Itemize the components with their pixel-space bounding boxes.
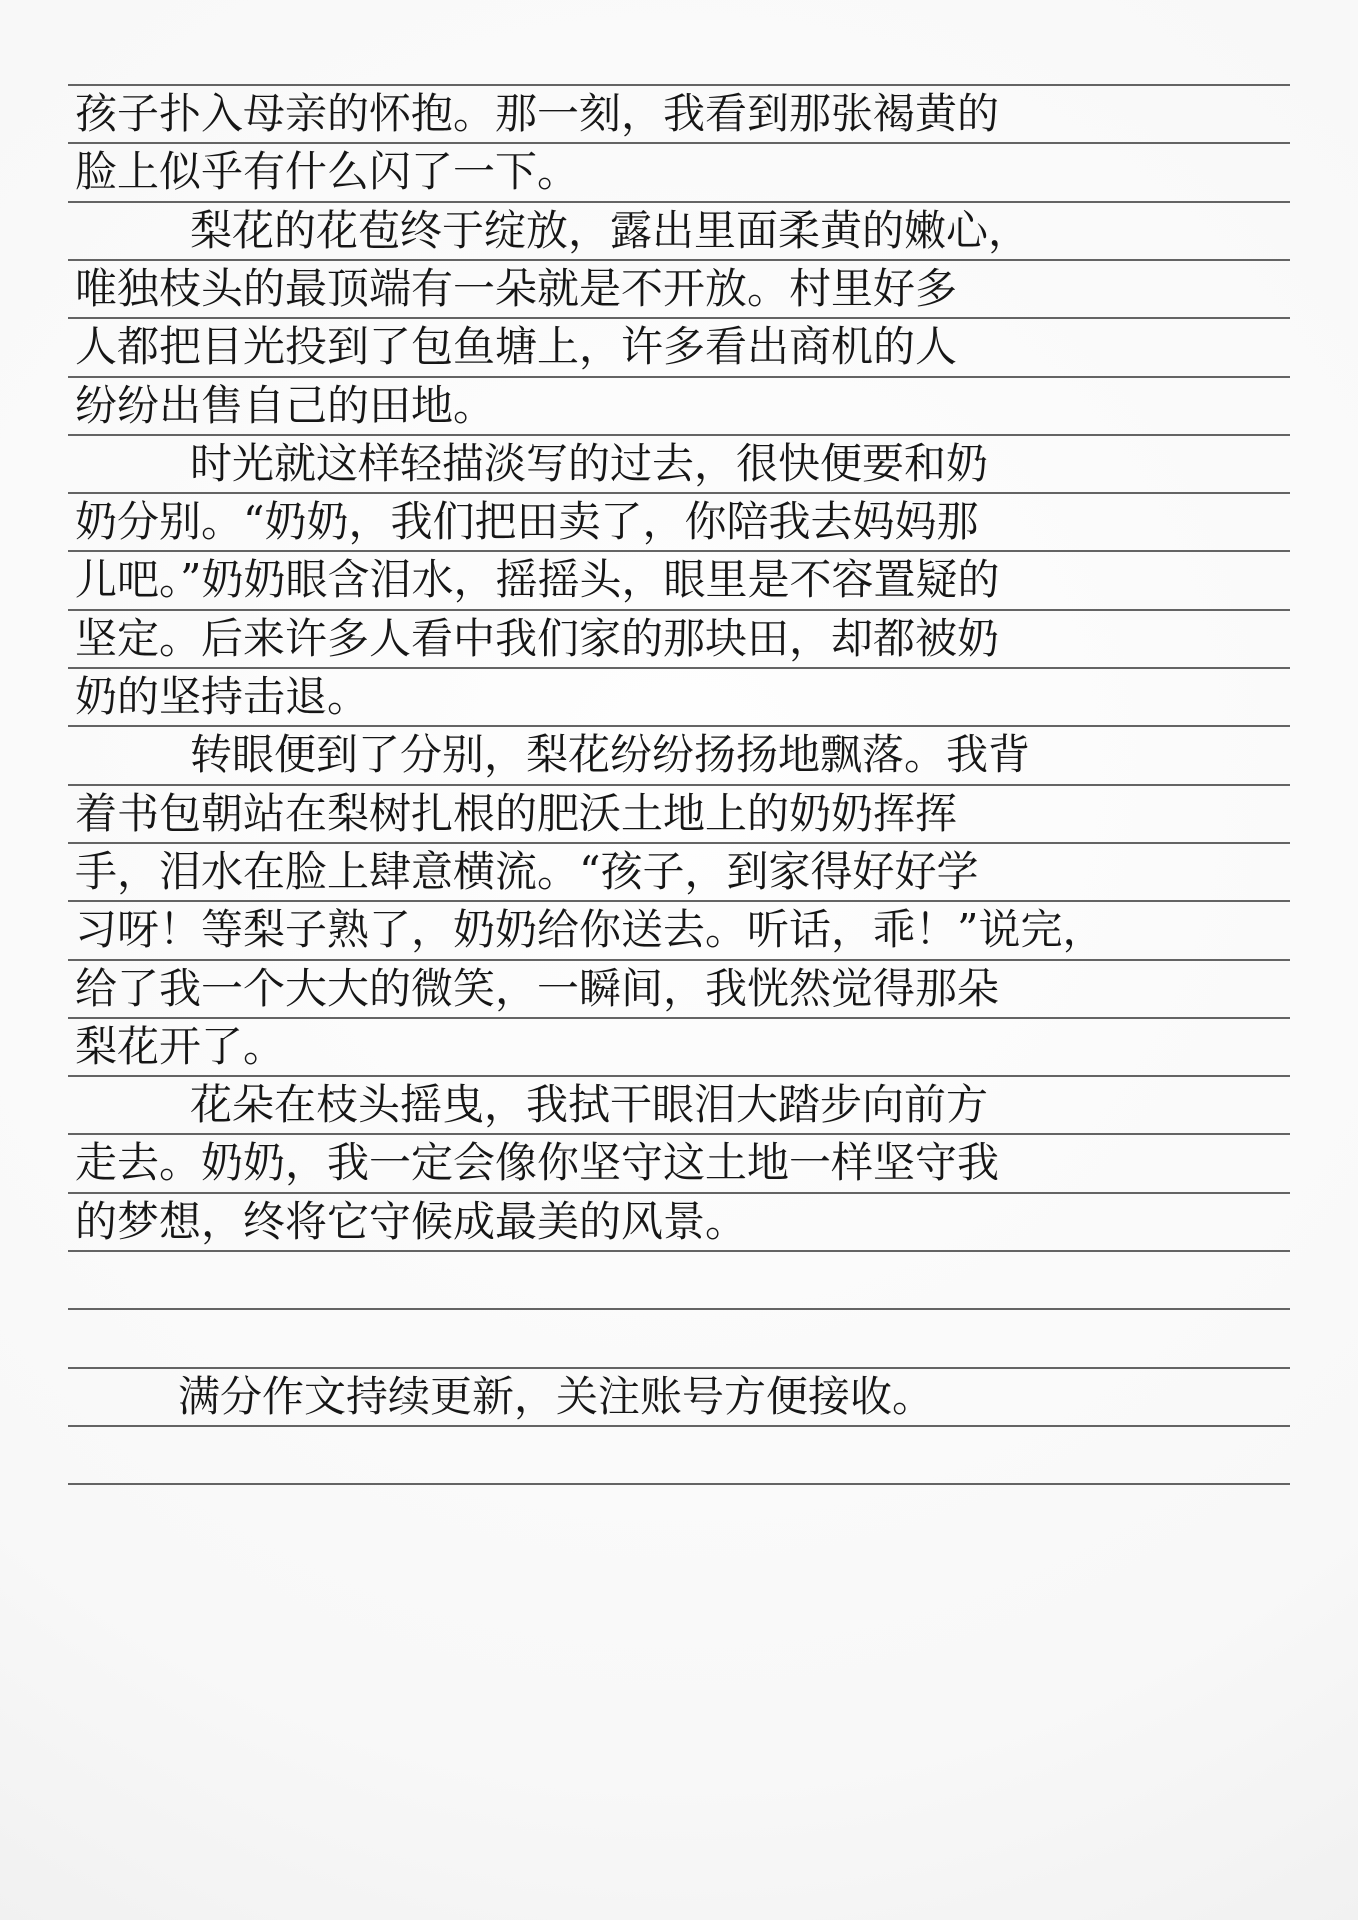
essay-line: 奶的坚持击退。 [75,672,370,721]
essay-line: 奶分别。“奶奶，我们把田卖了，你陪我去妈妈那 [75,497,979,546]
essay-line: 着书包朝站在梨树扎根的肥沃土地上的奶奶挥挥 [75,789,958,838]
essay-line: 的梦想，终将它守候成最美的风景。 [75,1197,748,1246]
essay-line: 唯独枝头的最顶端有一朵就是不开放。村里好多 [75,264,958,313]
essay-line: 坚定。后来许多人看中我们家的那块田，却都被奶 [75,614,1000,663]
essay-line: 儿吧。”奶奶眼含泪水，摇摇头，眼里是不容置疑的 [75,555,1000,604]
essay-line: 给了我一个大大的微笑，一瞬间，我恍然觉得那朵 [75,964,1000,1013]
essay-line: 花朵在枝头摇曳，我拭干眼泪大踏步向前方 [190,1080,989,1129]
essay-line: 梨花开了。 [75,1022,286,1071]
essay-line: 手，泪水在脸上肆意横流。“孩子，到家得好好学 [75,847,979,896]
essay-line: 梨花的花苞终于绽放，露出里面柔黄的嫩心， [190,206,1031,255]
essay-line [75,1250,1305,1310]
essay-line: 走去。奶奶，我一定会像你坚守这土地一样坚守我 [75,1138,1000,1187]
essay-line: 转眼便到了分别，梨花纷纷扬扬地飘落。我背 [190,730,1031,779]
bleed-through-marks [68,1834,468,1860]
footer-note: 满分作文持续更新，关注账号方便接收。 [178,1372,935,1421]
essay-line: 孩子扑入母亲的怀抱。那一刻，我看到那张褐黄的 [75,89,1000,138]
essay-line: 时光就这样轻描淡写的过去，很快便要和奶 [190,439,989,488]
essay-line: 人都把目光投到了包鱼塘上，许多看出商机的人 [75,322,958,371]
essay-line: 脸上似乎有什么闪了一下。 [75,147,580,196]
essay-line: 习呀！等梨子熟了，奶奶给你送去。听话，乖！”说完， [75,905,1105,954]
ruled-line [68,1483,1290,1485]
essay-line: 纷纷出售自己的田地。 [75,381,496,430]
